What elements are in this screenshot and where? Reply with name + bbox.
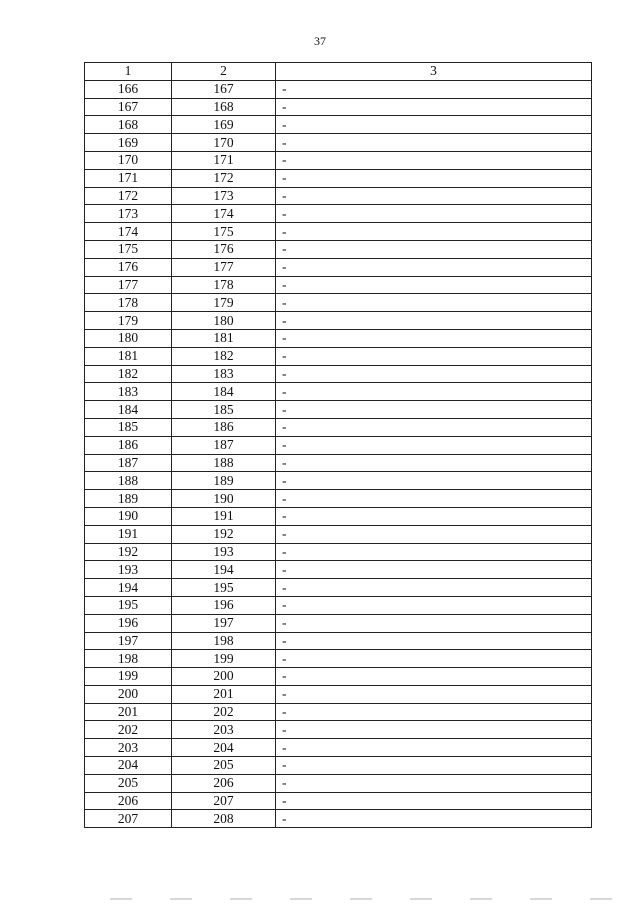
cell-col-3: -: [276, 151, 592, 169]
cell-col-3: -: [276, 579, 592, 597]
table-body: [85, 80, 592, 827]
table-row: [85, 347, 592, 365]
table-row: [85, 561, 592, 579]
header-col-2: 2: [172, 63, 276, 81]
cell-col-1: 169: [85, 134, 172, 152]
table-row: [85, 418, 592, 436]
cell-col-3: -: [276, 436, 592, 454]
cell-col-1: 203: [85, 739, 172, 757]
cell-col-2: 196: [172, 596, 276, 614]
cell-col-3: -: [276, 365, 592, 383]
cell-col-1: 183: [85, 383, 172, 401]
cell-col-1: 173: [85, 205, 172, 223]
cell-col-2: 185: [172, 401, 276, 419]
cell-col-2: 180: [172, 312, 276, 330]
cell-col-1: 202: [85, 721, 172, 739]
cell-col-3: -: [276, 205, 592, 223]
cell-col-3: -: [276, 739, 592, 757]
cell-col-2: 190: [172, 490, 276, 508]
cell-col-3: -: [276, 276, 592, 294]
table-row: [85, 668, 592, 686]
cell-col-3: -: [276, 383, 592, 401]
cell-col-1: 190: [85, 507, 172, 525]
cell-col-3: -: [276, 329, 592, 347]
cell-col-1: 199: [85, 668, 172, 686]
table-row: [85, 365, 592, 383]
cell-col-2: 173: [172, 187, 276, 205]
table-row: [85, 187, 592, 205]
cell-col-3: -: [276, 454, 592, 472]
cell-col-1: 198: [85, 650, 172, 668]
cell-col-2: 188: [172, 454, 276, 472]
header-col-3: 3: [276, 63, 592, 81]
table-row: [85, 98, 592, 116]
cell-col-1: 200: [85, 685, 172, 703]
table-row: [85, 454, 592, 472]
cell-col-2: 201: [172, 685, 276, 703]
cell-col-3: -: [276, 507, 592, 525]
cell-col-3: -: [276, 774, 592, 792]
cell-col-2: 205: [172, 757, 276, 775]
cell-col-2: 195: [172, 579, 276, 597]
page-number: 37: [314, 34, 326, 48]
cell-col-3: -: [276, 80, 592, 98]
cell-col-3: -: [276, 668, 592, 686]
cell-col-3: -: [276, 294, 592, 312]
table-row: [85, 401, 592, 419]
cell-col-1: 188: [85, 472, 172, 490]
header-col-1: 1: [85, 63, 172, 81]
cell-col-1: 193: [85, 561, 172, 579]
cell-col-3: -: [276, 98, 592, 116]
cell-col-1: 201: [85, 703, 172, 721]
cell-col-2: 174: [172, 205, 276, 223]
cell-col-2: 179: [172, 294, 276, 312]
cell-col-2: 208: [172, 810, 276, 828]
cell-col-2: 183: [172, 365, 276, 383]
cell-col-2: 186: [172, 418, 276, 436]
cell-col-3: -: [276, 596, 592, 614]
cell-col-2: 206: [172, 774, 276, 792]
table-row: [85, 632, 592, 650]
cell-col-1: 182: [85, 365, 172, 383]
cell-col-2: 184: [172, 383, 276, 401]
table-row: [85, 579, 592, 597]
table-row: [85, 134, 592, 152]
cell-col-3: -: [276, 525, 592, 543]
cell-col-1: 187: [85, 454, 172, 472]
cell-col-2: 172: [172, 169, 276, 187]
cell-col-3: -: [276, 401, 592, 419]
cell-col-1: 174: [85, 223, 172, 241]
cell-col-3: -: [276, 721, 592, 739]
table-row: [85, 614, 592, 632]
cell-col-1: 180: [85, 329, 172, 347]
cell-col-2: 192: [172, 525, 276, 543]
cell-col-2: 198: [172, 632, 276, 650]
table-row: [85, 525, 592, 543]
cell-col-2: 178: [172, 276, 276, 294]
cell-col-2: 202: [172, 703, 276, 721]
cell-col-1: 176: [85, 258, 172, 276]
table-row: [85, 436, 592, 454]
table-row: [85, 685, 592, 703]
table-row: [85, 169, 592, 187]
table-row: [85, 116, 592, 134]
data-table: [84, 62, 592, 828]
table-row: [85, 258, 592, 276]
cell-col-1: 185: [85, 418, 172, 436]
cell-col-2: 197: [172, 614, 276, 632]
table-row: [85, 774, 592, 792]
table-row: [85, 240, 592, 258]
cell-col-3: -: [276, 703, 592, 721]
table-header: [85, 63, 592, 81]
cell-col-1: 206: [85, 792, 172, 810]
cell-col-1: 167: [85, 98, 172, 116]
cell-col-1: 170: [85, 151, 172, 169]
table-row: [85, 490, 592, 508]
cell-col-1: 204: [85, 757, 172, 775]
cell-col-3: -: [276, 614, 592, 632]
cell-col-2: 169: [172, 116, 276, 134]
table-row: [85, 703, 592, 721]
table-row: [85, 205, 592, 223]
cell-col-2: 204: [172, 739, 276, 757]
table-row: [85, 472, 592, 490]
cell-col-3: -: [276, 561, 592, 579]
cell-col-2: 170: [172, 134, 276, 152]
cell-col-1: 178: [85, 294, 172, 312]
cell-col-2: 167: [172, 80, 276, 98]
cell-col-3: -: [276, 792, 592, 810]
cell-col-2: 171: [172, 151, 276, 169]
cell-col-1: 179: [85, 312, 172, 330]
cell-col-3: -: [276, 757, 592, 775]
cell-col-1: 177: [85, 276, 172, 294]
cell-col-3: -: [276, 810, 592, 828]
cell-col-3: -: [276, 258, 592, 276]
cell-col-3: -: [276, 169, 592, 187]
cell-col-3: -: [276, 134, 592, 152]
table-row: [85, 223, 592, 241]
table-row: [85, 507, 592, 525]
cell-col-2: 191: [172, 507, 276, 525]
cell-col-2: 203: [172, 721, 276, 739]
faint-footer-artifact: [110, 898, 630, 900]
table-row: [85, 792, 592, 810]
cell-col-2: 168: [172, 98, 276, 116]
cell-col-1: 192: [85, 543, 172, 561]
cell-col-3: -: [276, 240, 592, 258]
cell-col-1: 196: [85, 614, 172, 632]
cell-col-3: -: [276, 418, 592, 436]
table-row: [85, 596, 592, 614]
table-row: [85, 294, 592, 312]
cell-col-2: 177: [172, 258, 276, 276]
cell-col-3: -: [276, 490, 592, 508]
cell-col-1: 191: [85, 525, 172, 543]
cell-col-1: 186: [85, 436, 172, 454]
cell-col-1: 195: [85, 596, 172, 614]
cell-col-1: 184: [85, 401, 172, 419]
cell-col-3: -: [276, 632, 592, 650]
cell-col-3: -: [276, 223, 592, 241]
cell-col-2: 199: [172, 650, 276, 668]
cell-col-3: -: [276, 650, 592, 668]
cell-col-1: 166: [85, 80, 172, 98]
cell-col-2: 200: [172, 668, 276, 686]
table-row: [85, 383, 592, 401]
cell-col-1: 194: [85, 579, 172, 597]
table-row: [85, 810, 592, 828]
cell-col-3: -: [276, 116, 592, 134]
table-row: [85, 151, 592, 169]
cell-col-1: 172: [85, 187, 172, 205]
cell-col-2: 182: [172, 347, 276, 365]
cell-col-2: 189: [172, 472, 276, 490]
cell-col-2: 175: [172, 223, 276, 241]
cell-col-1: 171: [85, 169, 172, 187]
cell-col-3: -: [276, 472, 592, 490]
cell-col-1: 189: [85, 490, 172, 508]
cell-col-2: 181: [172, 329, 276, 347]
table-row: [85, 276, 592, 294]
cell-col-3: -: [276, 187, 592, 205]
cell-col-2: 193: [172, 543, 276, 561]
header-row: [85, 63, 592, 81]
table-row: [85, 543, 592, 561]
cell-col-1: 168: [85, 116, 172, 134]
cell-col-3: -: [276, 543, 592, 561]
cell-col-2: 194: [172, 561, 276, 579]
cell-col-3: -: [276, 685, 592, 703]
cell-col-1: 207: [85, 810, 172, 828]
table-row: [85, 721, 592, 739]
table-row: [85, 329, 592, 347]
cell-col-3: -: [276, 312, 592, 330]
table-row: [85, 739, 592, 757]
cell-col-2: 187: [172, 436, 276, 454]
table-row: [85, 650, 592, 668]
cell-col-2: 176: [172, 240, 276, 258]
table-row: [85, 80, 592, 98]
cell-col-3: -: [276, 347, 592, 365]
cell-col-1: 197: [85, 632, 172, 650]
table-row: [85, 312, 592, 330]
cell-col-1: 175: [85, 240, 172, 258]
table-row: [85, 757, 592, 775]
cell-col-1: 205: [85, 774, 172, 792]
cell-col-2: 207: [172, 792, 276, 810]
cell-col-1: 181: [85, 347, 172, 365]
